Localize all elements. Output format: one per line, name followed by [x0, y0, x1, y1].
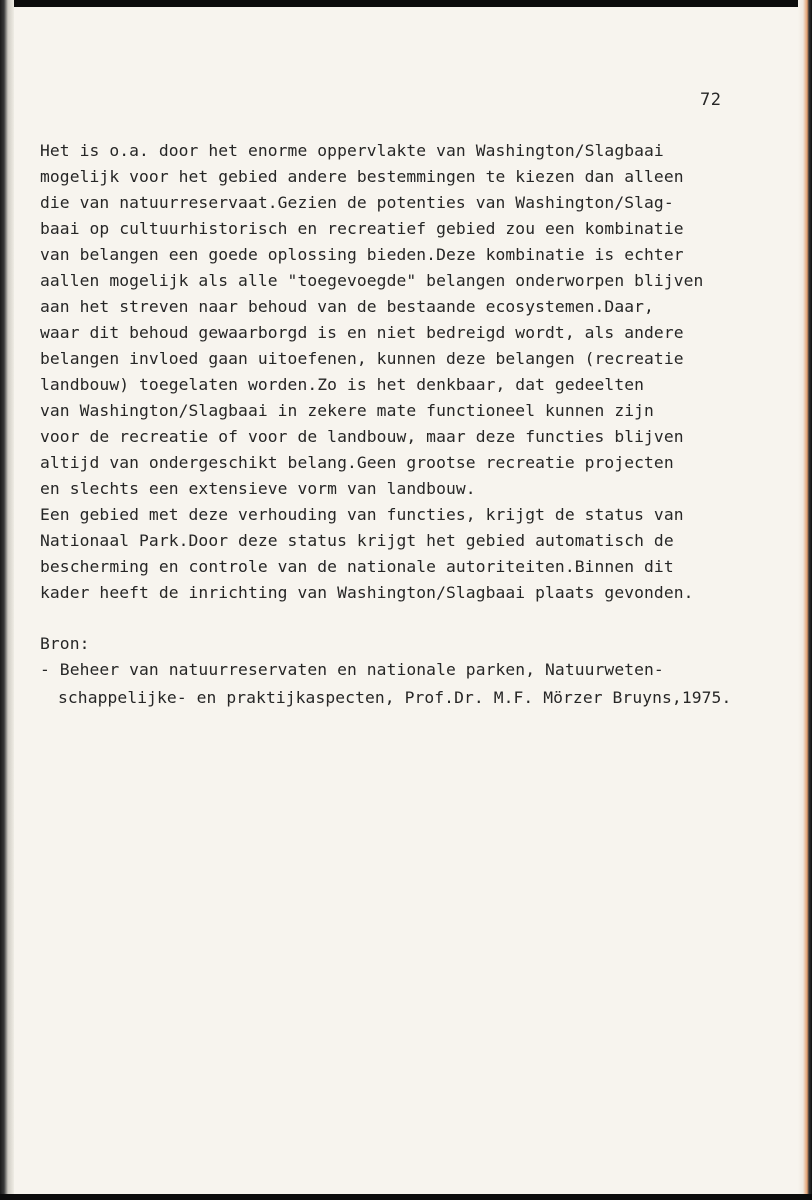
source-heading: Bron: — [40, 634, 90, 653]
text-line: altijd van ondergeschikt belang.Geen grootse recreatie projecten — [40, 453, 674, 472]
source-line: schappelijke- en praktijkaspecten, Prof.Dr. M.F. Mörzer Bruyns,1975. — [58, 688, 732, 707]
scan-edge-right — [798, 0, 812, 1200]
scan-edge-left — [0, 0, 14, 1200]
page-number: 72 — [700, 90, 722, 110]
text-line: kader heeft de inrichting van Washington/Slagbaai plaats gevonden. — [40, 583, 694, 602]
scan-edge-bottom — [0, 1194, 812, 1200]
text-line: bescherming en controle van de nationale autoriteiten.Binnen dit — [40, 557, 674, 576]
text-line: Nationaal Park.Door deze status krijgt het gebied automatisch de — [40, 531, 674, 550]
text-line: belangen invloed gaan uitoefenen, kunnen deze belangen (recreatie — [40, 349, 684, 368]
text-line: Het is o.a. door het enorme oppervlakte van Washington/Slagbaai — [40, 141, 664, 160]
text-line: waar dit behoud gewaarborgd is en niet bedreigd wordt, als andere — [40, 323, 684, 342]
scan-edge-top — [0, 0, 812, 7]
text-line: en slechts een extensieve vorm van landbouw. — [40, 479, 476, 498]
text-line: Een gebied met deze verhouding van functies, krijgt de status van — [40, 505, 684, 524]
source-line: - Beheer van natuurreservaten en nationale parken, Natuurweten- — [40, 660, 664, 679]
text-line: die van natuurreservaat.Gezien de potenties van Washington/Slag- — [40, 193, 674, 212]
text-line: baai op cultuurhistorisch en recreatief gebied zou een kombinatie — [40, 219, 684, 238]
text-line: landbouw) toegelaten worden.Zo is het denkbaar, dat gedeelten — [40, 375, 645, 394]
text-line: voor de recreatie of voor de landbouw, maar deze functies blijven — [40, 427, 684, 446]
text-line: aan het streven naar behoud van de bestaande ecosystemen.Daar, — [40, 297, 654, 316]
text-line: van belangen een goede oplossing bieden.Deze kombinatie is echter — [40, 245, 684, 264]
text-line: van Washington/Slagbaai in zekere mate functioneel kunnen zijn — [40, 401, 654, 420]
text-line: aallen mogelijk als alle "toegevoegde" belangen onderworpen blijven — [40, 271, 704, 290]
text-line: mogelijk voor het gebied andere bestemmingen te kiezen dan alleen — [40, 167, 684, 186]
